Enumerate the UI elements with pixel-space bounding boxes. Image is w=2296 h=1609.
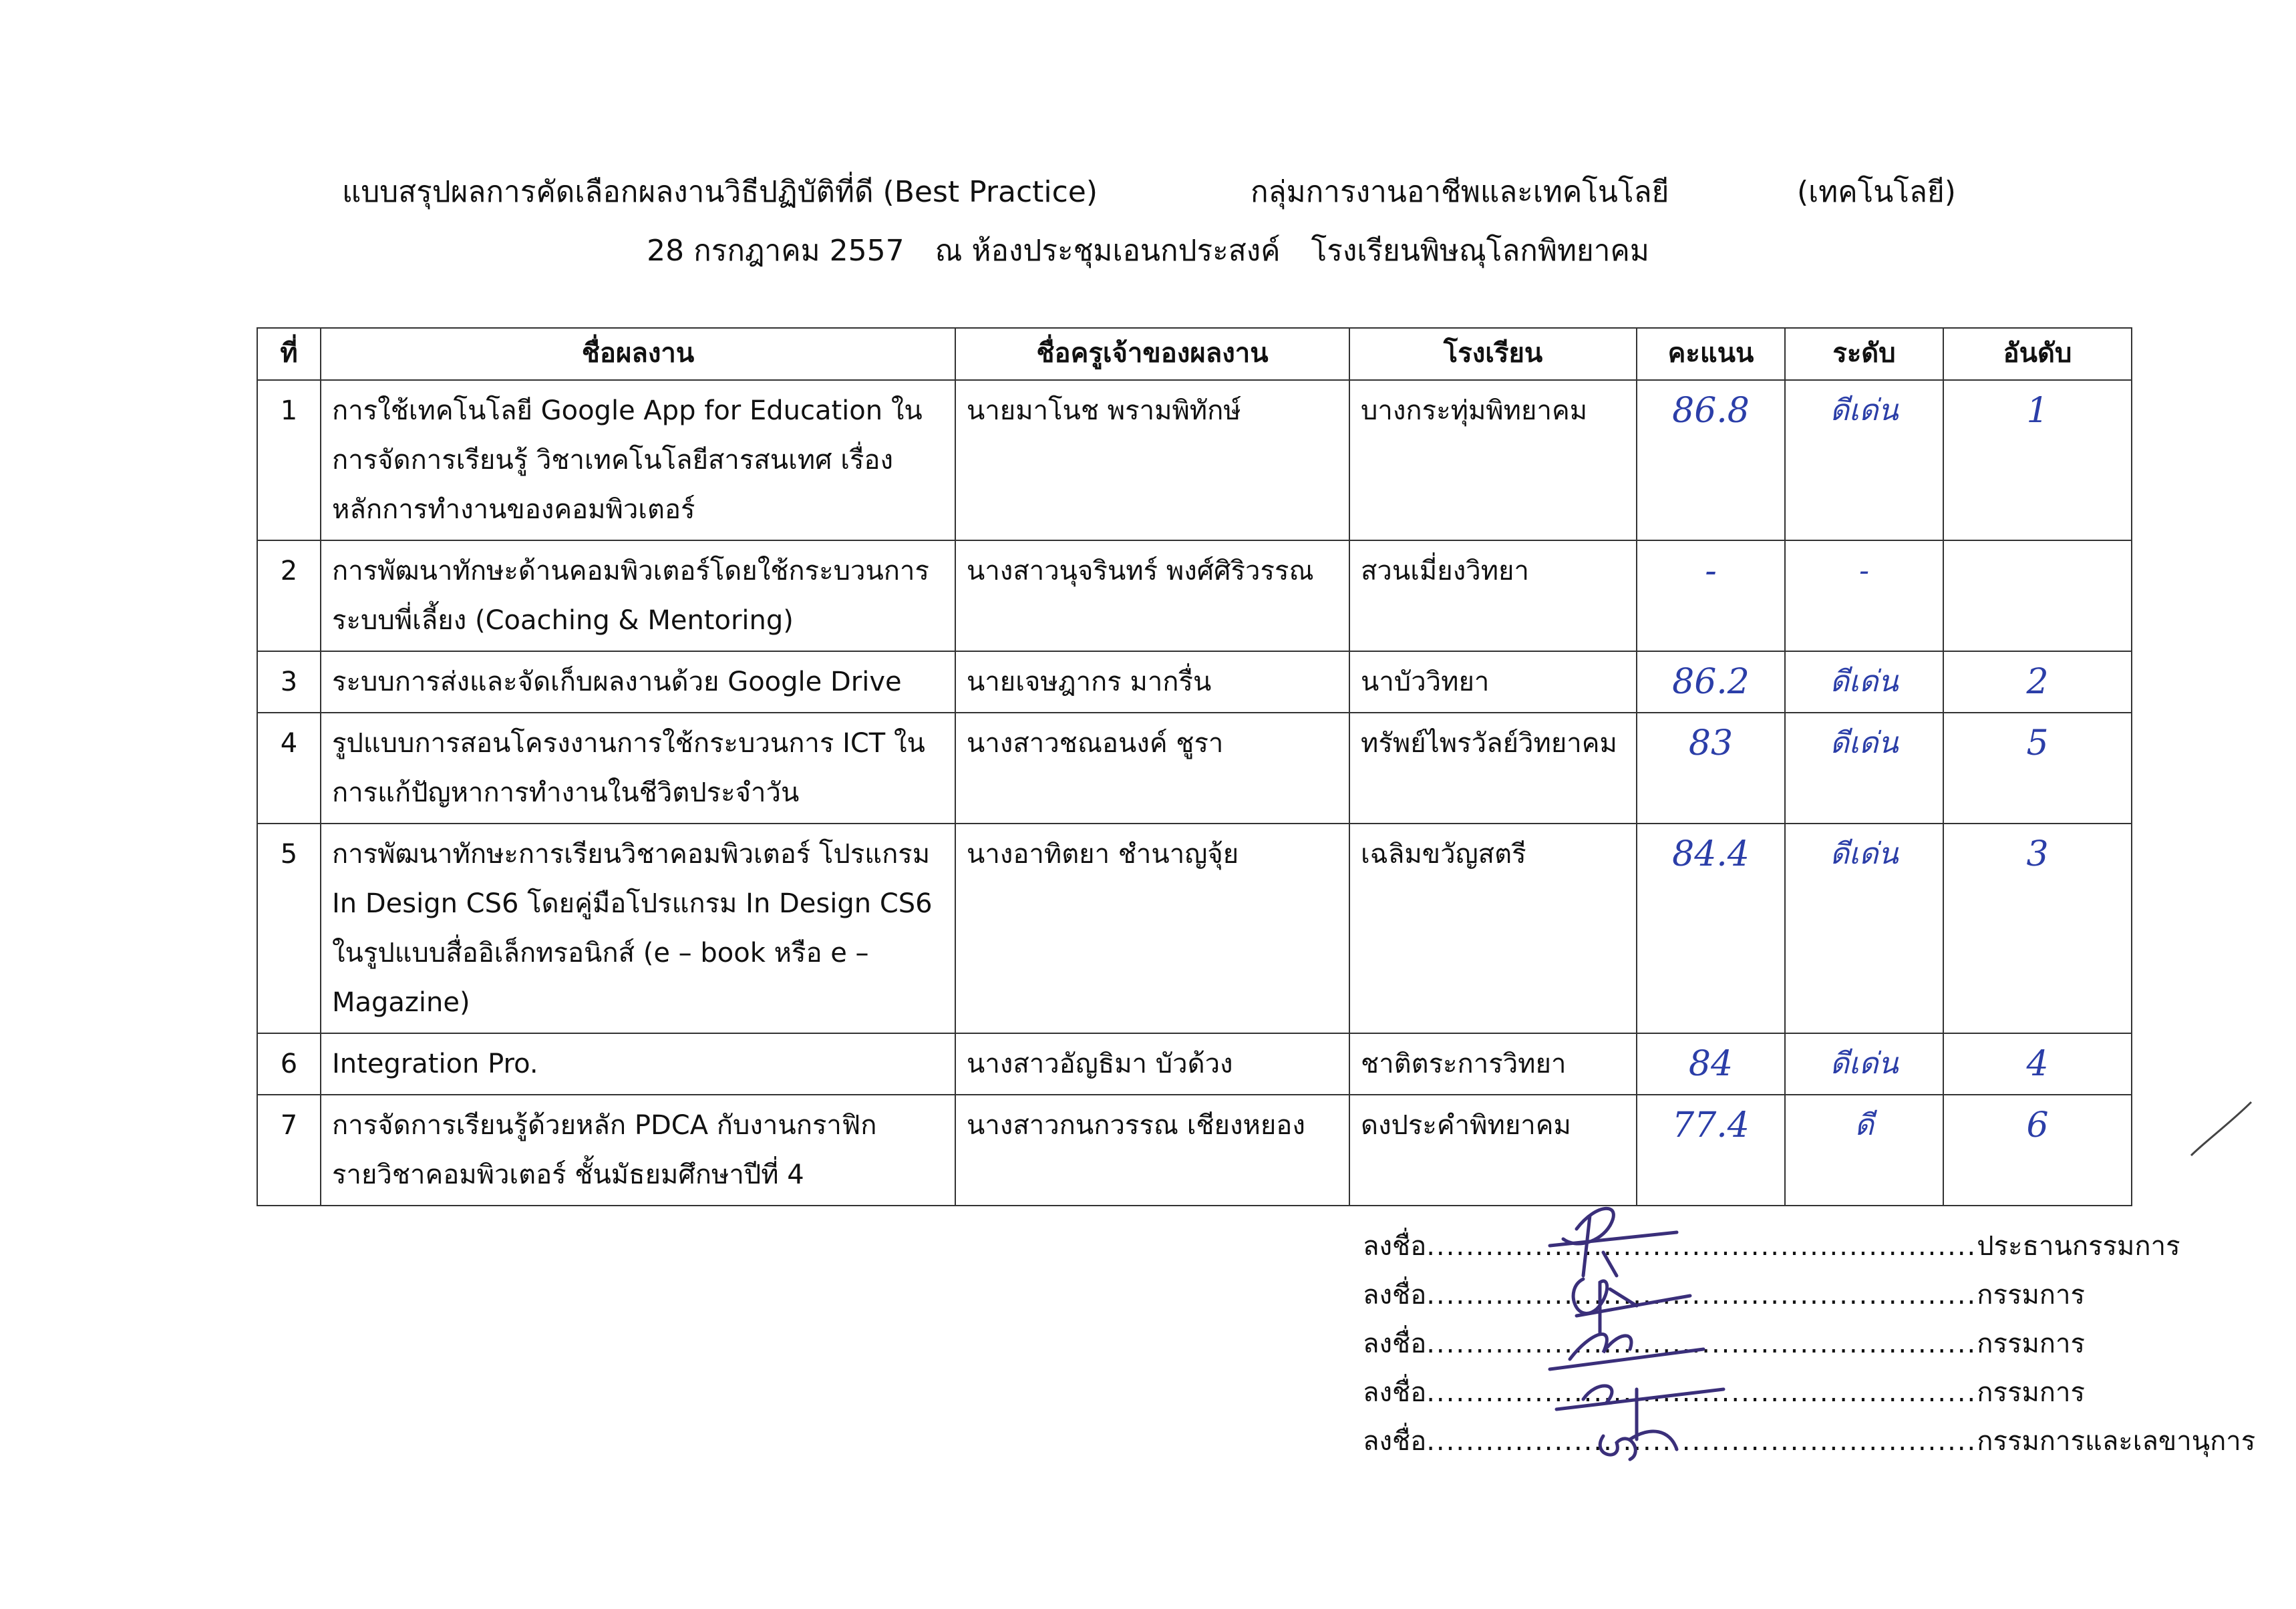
level-value: ดีเด่น — [1785, 380, 1943, 540]
signature-stroke — [1556, 1386, 1724, 1449]
signature-role: กรรมการ — [1977, 1280, 2085, 1310]
table-row — [257, 824, 2132, 1033]
level-value: ดีเด่น — [1785, 824, 1943, 1033]
teacher-name: นางสาวอัญธิมา บัวด้วง — [955, 1033, 1349, 1095]
work-title: Integration Pro. — [321, 1033, 955, 1095]
table-row — [257, 380, 2132, 540]
rank-value: 4 — [1943, 1033, 2132, 1095]
score-value: 84 — [1637, 1033, 1785, 1095]
signature-stroke — [1550, 1334, 1703, 1369]
work-title: ระบบการส่งและจัดเก็บผลงานด้วย Google Drive — [321, 651, 955, 713]
handwritten-signatures — [1536, 1189, 1764, 1469]
work-title: การพัฒนาทักษะการเรียนวิชาคอมพิวเตอร์ โปรแกรม In Design CS6 โดยคู่มือโปรแกรม In Design CS6 ในรูปแบบสื่ออิเล็กทรอนิกส์ (e – book หรือ e – Magazine) — [321, 824, 955, 1033]
work-title: การใช้เทคโนโลยี Google App for Education ในการจัดการเรียนรู้ วิชาเทคโนโลยีสารสนเทศ เรื่อง หลักการทำงานของคอมพิวเตอร์ — [321, 380, 955, 540]
col-header-score: คะแนน — [1637, 328, 1785, 380]
col-header-no: ที่ — [257, 328, 321, 380]
school-name: บางกระทุ่มพิทยาคม — [1349, 380, 1637, 540]
teacher-name: นางสาวชณอนงค์ ชูรา — [955, 713, 1349, 824]
signature-line: ลงชื่อ........................................................กรรมการ — [1363, 1328, 2085, 1359]
teacher-name: นางสาวกนกวรรณ เชียงหยอง — [955, 1095, 1349, 1206]
signature-line: ลงชื่อ........................................................กรรมการ — [1363, 1280, 2085, 1310]
rank-value: 3 — [1943, 824, 2132, 1033]
level-value: ดีเด่น — [1785, 713, 1943, 824]
row-number: 7 — [257, 1095, 321, 1206]
table-header-row — [257, 328, 2132, 380]
teacher-name: นายเจษฎากร มากรื่น — [955, 651, 1349, 713]
score-value: 84.4 — [1637, 824, 1785, 1033]
rank-value: 6 — [1943, 1095, 2132, 1206]
signature-role: ประธานกรรมการ — [1977, 1231, 2180, 1262]
pen-mark — [2184, 1095, 2258, 1162]
teacher-name: นายมาโนช พรามพิทักษ์ — [955, 380, 1349, 540]
score-value: 77.4 — [1637, 1095, 1785, 1206]
row-number: 2 — [257, 540, 321, 651]
row-number: 3 — [257, 651, 321, 713]
table-row — [257, 651, 2132, 713]
school-name: ชาติตระการวิทยา — [1349, 1033, 1637, 1095]
rank-value: 5 — [1943, 713, 2132, 824]
signature-line: ลงชื่อ........................................................ประธานกรรมการ — [1363, 1231, 2180, 1262]
school-name: สวนเมี่ยงวิทยา — [1349, 540, 1637, 651]
score-value: 83 — [1637, 713, 1785, 824]
level-value: ดีเด่น — [1785, 651, 1943, 713]
work-title: การจัดการเรียนรู้ด้วยหลัก PDCA กับงานกราฟิก รายวิชาคอมพิวเตอร์ ชั้นมัธยมศึกษาปีที่ 4 — [321, 1095, 955, 1206]
signature-role: กรรมการและเลขานุการ — [1977, 1426, 2256, 1457]
row-number: 6 — [257, 1033, 321, 1095]
row-number: 5 — [257, 824, 321, 1033]
score-value: 86.2 — [1637, 651, 1785, 713]
signature-line: ลงชื่อ........................................................กรรมการ — [1363, 1377, 2085, 1408]
table-row — [257, 1033, 2132, 1095]
signature-stroke — [1550, 1208, 1677, 1276]
signature-stroke — [1600, 1436, 1635, 1459]
title-subject: (เทคโนโลยี) — [1797, 175, 1956, 209]
level-value: ดีเด่น — [1785, 1033, 1943, 1095]
col-header-school: โรงเรียน — [1349, 328, 1637, 380]
signature-role: กรรมการ — [1977, 1328, 2085, 1359]
signature-role: กรรมการ — [1977, 1377, 2085, 1408]
rank-value — [1943, 540, 2132, 651]
row-number: 1 — [257, 380, 321, 540]
work-title: การพัฒนาทักษะด้านคอมพิวเตอร์โดยใช้กระบวนการ ระบบพี่เลี้ยง (Coaching & Mentoring) — [321, 540, 955, 651]
document-title-line-1 — [0, 168, 2296, 215]
title-main: แบบสรุปผลการคัดเลือกผลงานวิธีปฏิบัติที่ดี (Best Practice) — [342, 175, 1098, 209]
title-department: กลุ่มการงานอาชีพและเทคโนโลยี — [1251, 175, 1669, 209]
work-title: รูปแบบการสอนโครงงานการใช้กระบวนการ ICT ในการแก้ปัญหาการทำงานในชีวิตประจำวัน — [321, 713, 955, 824]
table-row — [257, 1095, 2132, 1206]
level-value: - — [1785, 540, 1943, 651]
title-date: 28 กรกฎาคม 2557 — [647, 234, 905, 268]
teacher-name: นางอาทิตยา ชำนาญจุ้ย — [955, 824, 1349, 1033]
table-row — [257, 713, 2132, 824]
document-title-line-2 — [0, 227, 2296, 274]
title-venue: ณ ห้องประชุมเอนกประสงค์ — [935, 234, 1281, 268]
school-name: เฉลิมขวัญสตรี — [1349, 824, 1637, 1033]
title-school: โรงเรียนพิษณุโลกพิทยาคม — [1311, 234, 1649, 268]
teacher-name: นางสาวนุจรินทร์ พงศ์ศิริวรรณ — [955, 540, 1349, 651]
rank-value: 1 — [1943, 380, 2132, 540]
level-value: ดี — [1785, 1095, 1943, 1206]
rank-value: 2 — [1943, 651, 2132, 713]
score-value: - — [1637, 540, 1785, 651]
col-header-title: ชื่อผลงาน — [321, 328, 955, 380]
school-name: นาบัววิทยา — [1349, 651, 1637, 713]
school-name: ทรัพย์ไพรวัลย์วิทยาคม — [1349, 713, 1637, 824]
signature-line: ลงชื่อ........................................................กรรมการและเลขานุการ — [1363, 1426, 2256, 1457]
col-header-level: ระดับ — [1785, 328, 1943, 380]
signature-stroke — [1573, 1279, 1690, 1332]
col-header-rank: อันดับ — [1943, 328, 2132, 380]
results-table — [257, 327, 2132, 1206]
row-number: 4 — [257, 713, 321, 824]
score-value: 86.8 — [1637, 380, 1785, 540]
col-header-teacher: ชื่อครูเจ้าของผลงาน — [955, 328, 1349, 380]
signature-block — [1363, 1222, 2256, 1466]
table-row — [257, 540, 2132, 651]
school-name: ดงประคำพิทยาคม — [1349, 1095, 1637, 1206]
